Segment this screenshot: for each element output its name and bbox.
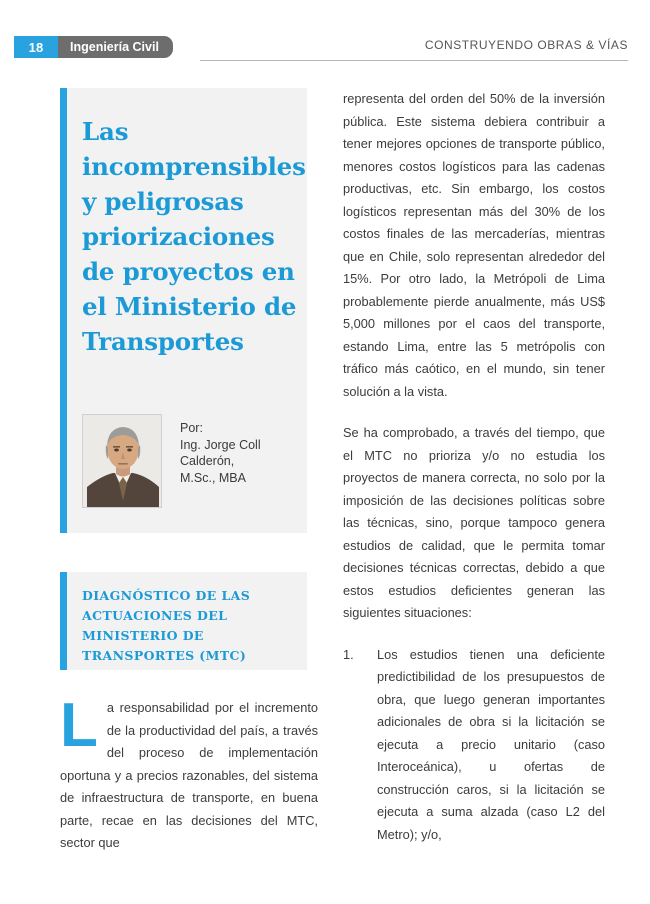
list-item: [343, 644, 605, 847]
lead-paragraph-text: a responsabilidad por el incremento de la productividad del país, a través del proceso de implementación oportuna y a precios razonables, del sistema de infraestructura de transporte, en buena parte, recae en las decisiones del MTC, sector que: [60, 700, 318, 850]
diagnostic-heading-panel: [60, 572, 307, 670]
publication-title: CONSTRUYENDO OBRAS & VÍAS: [424, 38, 628, 52]
page-number-badge: 18: [14, 36, 58, 58]
author-portrait-image: [83, 415, 162, 508]
author-name: Ing. Jorge Coll Calderón,: [180, 437, 261, 468]
section-tag-badge: Ingeniería Civil: [58, 36, 173, 58]
byline: [82, 414, 299, 508]
diagnostic-heading: DIAGNÓSTICO DE LAS ACTUACIONES DEL MINISTERIO DE TRANSPORTES (MTC): [82, 588, 251, 663]
body-paragraph-2: Se ha comprobado, a través del tiempo, que el MTC no prioriza y/o no estudia los proyectos de manera correcta, no solo por la imposición de las decisiones políticas sobre las técnicas, sino, porque tampoco genera estudios de calidad, que le permita tomar decisiones técnicas correctas, debido a que estos estudios deficientes generan las siguientes situaciones:: [343, 425, 605, 620]
accent-bar: [60, 572, 67, 670]
byline-label: Por:: [180, 421, 203, 435]
article-title: Las incomprensibles y peligrosas priorizaciones de proyectos en el Ministerio de Transportes: [82, 117, 306, 356]
lead-paragraph: [60, 691, 318, 855]
body-paragraph-1: representa del orden del 50% de la inversión pública. Este sistema debiera contribuir a tener mejores opciones de transporte público, menores costos logísticos para las cadenas productivas, etc. Sin embargo, los costos logísticos representan más del 30% de los costos finales de las mercaderías, mientras que en Chile, solo representan alrededor del 15%. Por otro lado, la Metrópoli de Lima probablemente pierde anualmente, más US$ 5,000 millones por el caos del transporte, estando Lima, entre las 5 metrópolis con tráfico más caótico, en el mundo, sin tener solución a la vista.: [343, 91, 605, 399]
drop-cap: L: [60, 691, 98, 760]
byline-text: [180, 414, 299, 486]
article-title-panel: [60, 88, 307, 533]
author-credentials: M.Sc., MBA: [180, 470, 246, 485]
list-item-number: 1.: [343, 646, 354, 662]
right-column: [343, 88, 605, 846]
list-item-text: Los estudios tienen una deficiente predictibilidad de los presupuestos de obra, que luego generan importantes adicionales de obra si la licitación se ejecuta a precio unitario (caso Interoceánica), u ofertas de construcción caros, si la licitación se ejecuta a suma alzada (caso L2 del Metro); y/o,: [377, 646, 605, 842]
accent-bar: [60, 88, 67, 533]
author-portrait: [82, 414, 162, 508]
